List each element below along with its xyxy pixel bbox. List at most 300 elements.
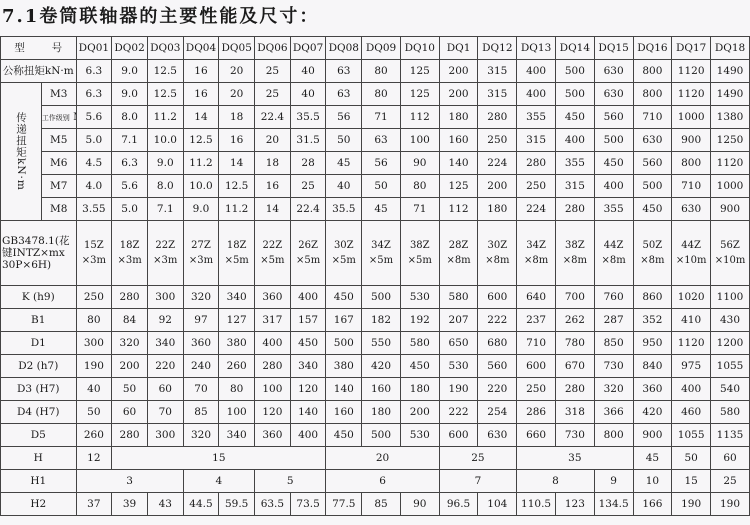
spline-cell bbox=[555, 221, 594, 286]
table-cell: 10.0 bbox=[183, 175, 219, 198]
table-cell: 254 bbox=[478, 401, 517, 424]
table-cell: 560 bbox=[633, 152, 672, 175]
table-cell: 320 bbox=[112, 332, 148, 355]
table-cell: 315 bbox=[555, 175, 594, 198]
table-cell: 100 bbox=[219, 401, 255, 424]
table-cell: 224 bbox=[517, 198, 556, 221]
table-cell: 280 bbox=[555, 198, 594, 221]
table-cell: 280 bbox=[112, 286, 148, 309]
table-cell: 125 bbox=[400, 83, 439, 106]
table-cell: 127 bbox=[219, 309, 255, 332]
table-cell: 37 bbox=[76, 493, 112, 516]
table-cell: 975 bbox=[672, 355, 711, 378]
table-cell: 9.0 bbox=[183, 198, 219, 221]
spline-cell bbox=[183, 221, 219, 286]
table-cell: 360 bbox=[255, 286, 291, 309]
table-cell: 530 bbox=[439, 355, 478, 378]
table-cell: 700 bbox=[555, 286, 594, 309]
table-cell: 190 bbox=[439, 378, 478, 401]
dimension-label: H1 bbox=[1, 470, 77, 493]
model-header: DQ10 bbox=[400, 37, 439, 60]
spline-teeth: 15Z bbox=[84, 239, 104, 251]
table-cell: 280 bbox=[478, 106, 517, 129]
table-cell: 318 bbox=[555, 401, 594, 424]
table-cell: 14 bbox=[255, 198, 291, 221]
table-cell: 9.0 bbox=[112, 83, 148, 106]
nominal-torque-row bbox=[1, 60, 750, 83]
table-cell: 500 bbox=[633, 175, 672, 198]
table-cell: 1135 bbox=[711, 424, 750, 447]
table-cell: 44.5 bbox=[183, 493, 219, 516]
table-cell: 540 bbox=[711, 378, 750, 401]
table-cell: 97 bbox=[183, 309, 219, 332]
table-cell: 680 bbox=[478, 332, 517, 355]
nominal-torque-label: 公称扭矩kN·m bbox=[1, 60, 77, 83]
dimension-row bbox=[1, 378, 750, 401]
grade-label: M5 bbox=[41, 129, 76, 152]
table-cell: 5.6 bbox=[112, 175, 148, 198]
table-cell: 600 bbox=[439, 424, 478, 447]
spline-module: ×5m bbox=[407, 255, 432, 266]
spline-module: ×8m bbox=[446, 255, 471, 266]
spline-cell bbox=[112, 221, 148, 286]
table-cell: 25 bbox=[255, 60, 291, 83]
spline-module: ×10m bbox=[714, 255, 746, 266]
table-cell: 450 bbox=[400, 355, 439, 378]
spline-cell bbox=[594, 221, 633, 286]
torque-grade-row bbox=[1, 129, 750, 152]
spline-module: ×3m bbox=[188, 255, 214, 266]
dimension-label: D3 (H7) bbox=[1, 378, 77, 401]
table-cell: 315 bbox=[478, 60, 517, 83]
coupling-spec-table bbox=[0, 36, 750, 516]
table-cell: 710 bbox=[633, 106, 672, 129]
spline-label bbox=[1, 221, 77, 286]
table-cell: 1100 bbox=[711, 286, 750, 309]
table-cell: 45 bbox=[633, 447, 672, 470]
table-cell: 50 bbox=[112, 378, 148, 401]
table-cell: 630 bbox=[672, 198, 711, 221]
table-cell: 250 bbox=[517, 378, 556, 401]
table-cell: 90 bbox=[400, 493, 439, 516]
table-cell: 71 bbox=[362, 106, 401, 129]
spline-teeth: 27Z bbox=[191, 239, 211, 251]
table-cell: 112 bbox=[400, 106, 439, 129]
table-cell: 320 bbox=[594, 378, 633, 401]
table-cell: 20 bbox=[219, 83, 255, 106]
dimension-label: D4 (H7) bbox=[1, 401, 77, 424]
model-header: DQ14 bbox=[555, 37, 594, 60]
table-cell: 35.5 bbox=[326, 198, 362, 221]
table-cell: 360 bbox=[183, 332, 219, 355]
table-cell: 12.5 bbox=[147, 83, 183, 106]
spline-module: ×8m bbox=[601, 255, 626, 266]
dimension-label: D1 bbox=[1, 332, 77, 355]
table-cell: 400 bbox=[290, 424, 326, 447]
table-cell: 1490 bbox=[711, 83, 750, 106]
table-cell: 11.2 bbox=[219, 198, 255, 221]
table-cell: 200 bbox=[478, 175, 517, 198]
table-cell: 63 bbox=[326, 83, 362, 106]
table-cell: 160 bbox=[439, 129, 478, 152]
table-cell: 22.4 bbox=[255, 106, 291, 129]
table-cell: 1120 bbox=[672, 332, 711, 355]
table-cell: 400 bbox=[594, 175, 633, 198]
table-cell: 560 bbox=[594, 106, 633, 129]
table-cell: 730 bbox=[555, 424, 594, 447]
type-label: 型 bbox=[14, 41, 25, 54]
table-cell: 84 bbox=[112, 309, 148, 332]
table-cell: 5.0 bbox=[112, 198, 148, 221]
table-cell: 460 bbox=[672, 401, 711, 424]
table-cell: 9 bbox=[594, 470, 633, 493]
table-cell: 71 bbox=[400, 198, 439, 221]
table-cell: 630 bbox=[478, 424, 517, 447]
table-cell: 500 bbox=[594, 129, 633, 152]
grade-label: M3 bbox=[41, 83, 76, 106]
table-cell: 400 bbox=[672, 378, 711, 401]
spline-cell bbox=[255, 221, 291, 286]
table-cell: 280 bbox=[555, 378, 594, 401]
table-cell: 280 bbox=[517, 152, 556, 175]
table-cell: 16 bbox=[255, 175, 291, 198]
table-cell: 250 bbox=[478, 129, 517, 152]
grade-label: M6 bbox=[41, 152, 76, 175]
table-cell: 355 bbox=[555, 152, 594, 175]
table-cell: 500 bbox=[362, 286, 401, 309]
table-cell: 80 bbox=[76, 309, 112, 332]
table-cell: 500 bbox=[555, 83, 594, 106]
table-cell: 240 bbox=[183, 355, 219, 378]
table-cell: 50 bbox=[362, 175, 401, 198]
model-header: DQ17 bbox=[672, 37, 711, 60]
table-cell: 400 bbox=[517, 83, 556, 106]
table-cell: 140 bbox=[439, 152, 478, 175]
table-cell: 207 bbox=[439, 309, 478, 332]
spline-cell bbox=[326, 221, 362, 286]
table-cell: 200 bbox=[439, 60, 478, 83]
table-cell: 340 bbox=[219, 286, 255, 309]
spline-cell bbox=[711, 221, 750, 286]
table-cell: 200 bbox=[439, 83, 478, 106]
table-cell: 43 bbox=[147, 493, 183, 516]
table-cell: 1055 bbox=[672, 424, 711, 447]
spline-teeth: 22Z bbox=[262, 239, 283, 251]
table-cell: 125 bbox=[400, 60, 439, 83]
table-cell: 3 bbox=[76, 470, 183, 493]
spline-row bbox=[1, 221, 750, 286]
table-cell: 180 bbox=[362, 401, 401, 424]
spline-module: ×10m bbox=[675, 255, 707, 266]
table-cell: 70 bbox=[183, 378, 219, 401]
table-cell: 56 bbox=[326, 106, 362, 129]
dimension-label: D2 (h7) bbox=[1, 355, 77, 378]
table-cell: 12.5 bbox=[219, 175, 255, 198]
spline-module: ×3m bbox=[117, 255, 142, 266]
model-header: DQ09 bbox=[362, 37, 401, 60]
spline-label-line: 键INTZ×mx bbox=[2, 246, 65, 259]
table-cell: 15 bbox=[672, 470, 711, 493]
table-cell: 860 bbox=[633, 286, 672, 309]
table-cell: 400 bbox=[517, 60, 556, 83]
table-cell: 60 bbox=[112, 401, 148, 424]
table-cell: 63 bbox=[362, 129, 401, 152]
table-cell: 25 bbox=[711, 470, 750, 493]
table-cell: 50 bbox=[672, 447, 711, 470]
table-cell: 80 bbox=[362, 83, 401, 106]
table-cell: 77.5 bbox=[326, 493, 362, 516]
table-cell: 315 bbox=[517, 129, 556, 152]
table-cell: 352 bbox=[633, 309, 672, 332]
table-cell: 500 bbox=[326, 332, 362, 355]
table-cell: 450 bbox=[633, 198, 672, 221]
table-cell: 5 bbox=[255, 470, 326, 493]
spline-teeth: 38Z bbox=[409, 239, 430, 251]
table-cell: 630 bbox=[594, 83, 633, 106]
table-cell: 40 bbox=[326, 175, 362, 198]
table-cell: 120 bbox=[255, 401, 291, 424]
table-cell: 1120 bbox=[672, 60, 711, 83]
table-cell: 250 bbox=[76, 286, 112, 309]
table-cell: 31.5 bbox=[290, 129, 326, 152]
spline-teeth: 50Z bbox=[642, 239, 663, 251]
table-cell: 530 bbox=[400, 424, 439, 447]
table-cell: 900 bbox=[672, 129, 711, 152]
table-cell: 900 bbox=[633, 424, 672, 447]
h-row bbox=[1, 447, 750, 470]
table-cell: 3.55 bbox=[76, 198, 112, 221]
spline-cell bbox=[400, 221, 439, 286]
model-header: DQ16 bbox=[633, 37, 672, 60]
table-cell: 20 bbox=[326, 447, 439, 470]
table-cell: 360 bbox=[633, 378, 672, 401]
table-cell: 112 bbox=[439, 198, 478, 221]
header-row bbox=[1, 37, 750, 60]
table-cell: 6.3 bbox=[76, 60, 112, 83]
table-cell: 5.6 bbox=[76, 106, 112, 129]
table-cell: 6.3 bbox=[76, 83, 112, 106]
table-cell: 800 bbox=[633, 60, 672, 83]
table-cell: 85 bbox=[362, 493, 401, 516]
table-cell: 166 bbox=[633, 493, 672, 516]
spline-module: ×8m bbox=[485, 255, 510, 266]
table-cell: 9.0 bbox=[112, 60, 148, 83]
table-cell: 280 bbox=[112, 424, 148, 447]
table-cell: 320 bbox=[183, 286, 219, 309]
table-cell: 800 bbox=[594, 424, 633, 447]
table-cell: 11.2 bbox=[147, 106, 183, 129]
table-cell: 140 bbox=[290, 401, 326, 424]
table-cell: 950 bbox=[633, 332, 672, 355]
spline-module: ×8m bbox=[523, 255, 549, 266]
table-cell: 355 bbox=[517, 106, 556, 129]
table-cell: 10.0 bbox=[147, 129, 183, 152]
table-cell: 12 bbox=[76, 447, 112, 470]
table-cell: 25 bbox=[255, 83, 291, 106]
spline-module: ×3m bbox=[81, 255, 106, 266]
table-cell: 630 bbox=[633, 129, 672, 152]
table-cell: 40 bbox=[290, 83, 326, 106]
table-cell: 430 bbox=[711, 309, 750, 332]
table-cell: 160 bbox=[326, 401, 362, 424]
table-cell: 500 bbox=[555, 60, 594, 83]
table-cell: 50 bbox=[76, 401, 112, 424]
table-cell: 8.0 bbox=[147, 175, 183, 198]
table-cell: 260 bbox=[76, 424, 112, 447]
spline-teeth: 18Z bbox=[226, 239, 247, 251]
model-header: DQ06 bbox=[255, 37, 291, 60]
table-cell: 560 bbox=[478, 355, 517, 378]
model-header: DQ03 bbox=[147, 37, 183, 60]
table-cell: 580 bbox=[711, 401, 750, 424]
table-cell: 900 bbox=[711, 198, 750, 221]
grade-label bbox=[41, 106, 76, 129]
table-cell: 780 bbox=[555, 332, 594, 355]
grade-label: M8 bbox=[41, 198, 76, 221]
table-cell: 39 bbox=[112, 493, 148, 516]
table-cell: 1120 bbox=[711, 152, 750, 175]
spline-teeth: 38Z bbox=[565, 239, 585, 251]
table-cell: 710 bbox=[517, 332, 556, 355]
table-cell: 220 bbox=[478, 378, 517, 401]
torque-grade-row bbox=[1, 106, 750, 129]
table-cell: 1250 bbox=[711, 129, 750, 152]
spline-cell bbox=[478, 221, 517, 286]
table-cell: 840 bbox=[633, 355, 672, 378]
spline-module: ×8m bbox=[562, 255, 587, 266]
spline-teeth: 30Z bbox=[487, 239, 508, 251]
spline-teeth: 30Z bbox=[333, 239, 354, 251]
dimension-label: D5 bbox=[1, 424, 77, 447]
table-cell: 100 bbox=[255, 378, 291, 401]
table-cell: 640 bbox=[517, 286, 556, 309]
table-cell: 182 bbox=[362, 309, 401, 332]
table-cell: 100 bbox=[400, 129, 439, 152]
table-cell: 366 bbox=[594, 401, 633, 424]
table-cell: 7.1 bbox=[112, 129, 148, 152]
spline-cell bbox=[290, 221, 326, 286]
type-header-cell bbox=[1, 37, 77, 60]
model-header: DQ05 bbox=[219, 37, 255, 60]
table-cell: 450 bbox=[555, 106, 594, 129]
spline-teeth: 18Z bbox=[119, 239, 140, 251]
table-cell: 123 bbox=[555, 493, 594, 516]
spline-teeth: 44Z bbox=[603, 239, 624, 251]
table-cell: 1000 bbox=[672, 106, 711, 129]
table-cell: 280 bbox=[255, 355, 291, 378]
table-cell: 40 bbox=[290, 60, 326, 83]
spline-module: ×5m bbox=[331, 255, 356, 266]
dimension-row bbox=[1, 286, 750, 309]
work-grade-label: 工作级别 bbox=[41, 113, 70, 122]
table-cell: 190 bbox=[711, 493, 750, 516]
table-cell: 45 bbox=[362, 198, 401, 221]
page-title: 7.1卷筒联轴器的主要性能及尺寸： bbox=[2, 6, 320, 27]
table-cell: 400 bbox=[290, 286, 326, 309]
torque-grade-row bbox=[1, 175, 750, 198]
table-cell: 134.5 bbox=[594, 493, 633, 516]
table-cell: 1020 bbox=[672, 286, 711, 309]
spline-teeth: 28Z bbox=[448, 239, 469, 251]
torque-grade-row bbox=[1, 83, 750, 106]
table-cell: 180 bbox=[400, 378, 439, 401]
spline-teeth: 44Z bbox=[681, 239, 701, 251]
table-cell: 1120 bbox=[672, 83, 711, 106]
spline-cell bbox=[672, 221, 711, 286]
table-cell: 300 bbox=[76, 332, 112, 355]
table-cell: 250 bbox=[517, 175, 556, 198]
dimension-label: B1 bbox=[1, 309, 77, 332]
table-cell: 1490 bbox=[711, 60, 750, 83]
table-cell: 317 bbox=[255, 309, 291, 332]
table-cell: 320 bbox=[183, 424, 219, 447]
model-header: DQ12 bbox=[478, 37, 517, 60]
table-cell: 400 bbox=[555, 129, 594, 152]
table-cell: 360 bbox=[255, 424, 291, 447]
table-cell: 7.1 bbox=[147, 198, 183, 221]
model-header: DQ04 bbox=[183, 37, 219, 60]
model-header: DQ1 bbox=[439, 37, 478, 60]
table-cell: 4 bbox=[183, 470, 254, 493]
table-cell: 287 bbox=[594, 309, 633, 332]
spline-cell bbox=[439, 221, 478, 286]
spline-module: ×3m bbox=[153, 255, 178, 266]
dimension-row bbox=[1, 424, 750, 447]
table-cell: 300 bbox=[147, 424, 183, 447]
table-cell: 90 bbox=[400, 152, 439, 175]
table-cell: 410 bbox=[672, 309, 711, 332]
table-cell: 262 bbox=[555, 309, 594, 332]
table-cell: 380 bbox=[326, 355, 362, 378]
table-cell: 315 bbox=[478, 83, 517, 106]
table-cell: 7 bbox=[439, 470, 517, 493]
table-cell: 180 bbox=[439, 106, 478, 129]
table-cell: 800 bbox=[633, 83, 672, 106]
table-cell: 530 bbox=[400, 286, 439, 309]
spline-cell bbox=[517, 221, 556, 286]
table-cell: 730 bbox=[594, 355, 633, 378]
table-cell: 110.5 bbox=[517, 493, 556, 516]
table-cell: 670 bbox=[555, 355, 594, 378]
table-cell: 1380 bbox=[711, 106, 750, 129]
table-cell: 450 bbox=[594, 152, 633, 175]
table-cell: 63.5 bbox=[255, 493, 291, 516]
spline-cell bbox=[362, 221, 401, 286]
table-cell: 340 bbox=[290, 355, 326, 378]
dimension-row bbox=[1, 401, 750, 424]
table-cell: 92 bbox=[147, 309, 183, 332]
table-cell: 200 bbox=[112, 355, 148, 378]
table-cell: 18 bbox=[255, 152, 291, 175]
table-cell: 12.5 bbox=[147, 60, 183, 83]
table-cell: 16 bbox=[183, 60, 219, 83]
spline-module: ×5m bbox=[295, 255, 321, 266]
table-cell: 85 bbox=[183, 401, 219, 424]
table-cell: 192 bbox=[400, 309, 439, 332]
table-cell: 125 bbox=[439, 175, 478, 198]
table-cell: 25 bbox=[439, 447, 517, 470]
table-cell: 260 bbox=[219, 355, 255, 378]
table-cell: 50 bbox=[326, 129, 362, 152]
table-cell: 56 bbox=[362, 152, 401, 175]
table-cell: 600 bbox=[478, 286, 517, 309]
h1-row bbox=[1, 470, 750, 493]
table-cell: 14 bbox=[183, 106, 219, 129]
table-cell: 35.5 bbox=[290, 106, 326, 129]
spline-label-line: 30P×6H) bbox=[2, 259, 52, 272]
spline-label-line: GB3478.1(花 bbox=[2, 234, 70, 247]
table-cell: 45 bbox=[326, 152, 362, 175]
